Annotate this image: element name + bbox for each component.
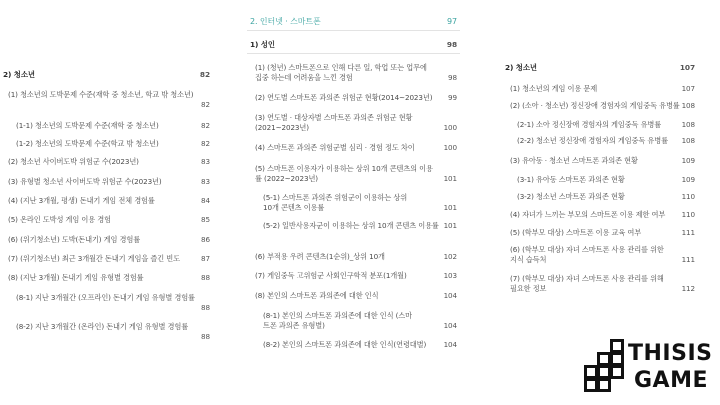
- toc-entry-page: 111: [681, 228, 695, 237]
- toc-entry: [8, 90, 210, 109]
- toc-entry-page: 108: [681, 120, 695, 129]
- toc-entry-title: (8-1) 지난 3개월간 (오프라인) 돈내기 게임 유형별 경험률: [16, 293, 195, 302]
- toc-entry-title: (6) 부적용 우려 콘텐츠(1순위)_상위 10개: [255, 252, 385, 261]
- toc-entry: [8, 196, 210, 206]
- toc-entry: [8, 157, 210, 167]
- toc-entry: [16, 322, 210, 341]
- toc-entry: [263, 221, 457, 231]
- toc-entry-page: 98: [446, 40, 457, 49]
- toc-entry-title: (8) (지난 3개월) 돈내기 게임 유형별 경험률: [8, 273, 144, 282]
- toc-entry-title: (4) 스마트폰 과의존 위험군별 심리 · 경험 정도 차이: [255, 143, 415, 152]
- toc-entry: [510, 210, 695, 220]
- toc-entry-page: 109: [681, 175, 695, 184]
- toc-entry: [510, 274, 695, 294]
- toc-column-middle: [245, 0, 460, 405]
- toc-entry: [8, 254, 210, 264]
- toc-entry: [510, 84, 695, 94]
- toc-entry: [263, 193, 457, 213]
- toc-entry-page: 82: [201, 121, 210, 130]
- toc-entry: [255, 63, 457, 83]
- toc-entry-page: 104: [443, 291, 457, 300]
- toc-entry-title: (5) 온라인 도박성 게임 이용 경험: [8, 215, 111, 224]
- toc-entry-title: (3-1) 유아동 스마트폰 과의존 현황: [517, 175, 625, 184]
- toc-entry: [8, 273, 210, 283]
- toc-entry-page: 103: [443, 271, 457, 280]
- toc-entry-title: (5) (학부모 대상) 스마트폰 이용 교육 여부: [510, 228, 642, 237]
- toc-entry-title: (8-1) 본인의 스마트폰 과의존에 대한 인식 (스마트폰 과의존 유형별): [263, 311, 412, 330]
- toc-entry-page: 101: [443, 221, 457, 230]
- toc-entry-title: (5) 스마트폰 이용자가 이용하는 상위 10개 콘텐츠의 이용률 (2022~2023년): [255, 164, 433, 183]
- toc-entry-page: 84: [201, 196, 210, 205]
- toc-entry-page: 88: [201, 332, 210, 341]
- toc-entry-page: 107: [679, 63, 695, 72]
- toc-entry-page: 99: [448, 93, 457, 102]
- toc-entry-title: (1) 청소년의 게임 이용 문제: [510, 84, 598, 93]
- toc-entry-title: (7) (학부모 대상) 자녀 스마트폰 사용 관리를 위해 필요한 정보: [510, 274, 664, 293]
- toc-entry-title: (1) 청소년의 도박문제 수준(재학 중 청소년, 학교 밖 청소년): [8, 90, 194, 99]
- toc-entry: [8, 235, 210, 245]
- toc-entry-page: 101: [443, 203, 457, 212]
- toc-entry-page: 110: [681, 192, 695, 201]
- toc-entry: [510, 245, 695, 265]
- toc-entry: [510, 101, 695, 111]
- toc-entry: [255, 291, 457, 301]
- toc-entry-page: 108: [681, 101, 695, 110]
- toc-entry-page: 109: [681, 156, 695, 165]
- toc-entry: [255, 164, 457, 184]
- toc-entry: [3, 70, 210, 80]
- toc-entry-title: (7) 게임중독 고위험군 사회인구학적 분포(1개월): [255, 271, 407, 280]
- toc-entry-page: 102: [443, 252, 457, 261]
- toc-entry-title: (4) 자녀가 느끼는 부모의 스마트폰 이용 제한 여부: [510, 210, 666, 219]
- toc-entry-title: (5-2) 일반사용자군이 이용하는 상위 10개 콘텐츠 이용률: [263, 221, 439, 230]
- toc-entry: [16, 121, 210, 131]
- toc-entry: [255, 271, 457, 281]
- toc-entry-page: 112: [681, 284, 695, 293]
- toc-entry-page: 97: [447, 17, 457, 26]
- toc-entry-title: (1) (청년) 스마트폰으로 인해 다른 일, 학업 또는 업무에 집중 하는데 어려움을 느낀 경험: [255, 63, 427, 82]
- logo-text-line2: GAME: [634, 368, 709, 393]
- toc-entry-title: (2-1) 소아 정신장애 경험자의 게임중독 유병률: [517, 120, 662, 129]
- section-divider: [247, 53, 460, 54]
- toc-entry: [8, 215, 210, 225]
- toc-entry-title: (2) (소아 · 청소년) 정신장애 경험자의 게임중독 유병률: [510, 101, 680, 110]
- toc-entry-page: 85: [201, 215, 210, 224]
- toc-entry-page: 100: [443, 143, 457, 152]
- toc-entry-page: 104: [443, 321, 457, 330]
- toc-column-left: [0, 0, 215, 405]
- toc-entry: [16, 139, 210, 149]
- toc-entry: [517, 120, 695, 130]
- toc-entry-title: (1-2) 청소년의 도박문제 수준(학교 밖 청소년): [16, 139, 159, 148]
- toc-entry-page: 86: [201, 235, 210, 244]
- toc-entry-title: (8-2) 본인의 스마트폰 과의존에 대한 인식(연령대별): [263, 340, 427, 349]
- toc-entry: [250, 17, 457, 27]
- toc-entry-title: (8-2) 지난 3개월간 (온라인) 돈내기 게임 유형별 경험률: [16, 322, 189, 331]
- toc-entry-title: (3) 연도별 · 대상자별 스마트폰 과의존 위험군 현황 (2021~2023년): [255, 113, 413, 132]
- toc-entry-title: (2-2) 청소년 정신장애 경험자의 게임중독 유병률: [517, 136, 668, 145]
- toc-entry: [255, 143, 457, 153]
- toc-entry: [263, 340, 457, 350]
- thisisgame-logo: [584, 337, 714, 401]
- toc-entry-title: 1) 성인: [250, 40, 275, 49]
- toc-entry-title: 2) 청소년: [505, 63, 537, 72]
- toc-entry: [505, 63, 695, 73]
- toc-entry-page: 82: [201, 139, 210, 148]
- toc-entry: [16, 293, 210, 312]
- toc-entry-page: 107: [681, 84, 695, 93]
- toc-entry: [255, 113, 457, 133]
- toc-entry-title: (2) 청소년 사이버도박 위험군 수(2023년): [8, 157, 139, 166]
- toc-entry-title: (6) (학부모 대상) 자녀 스마트폰 사용 관리를 위한 지식 습득처: [510, 245, 664, 264]
- toc-entry-title: 2) 청소년: [3, 70, 35, 79]
- toc-entry-page: 108: [681, 136, 695, 145]
- toc-entry-title: (3) 유형별 청소년 사이버도박 위험군 수(2023년): [8, 177, 162, 186]
- toc-entry: [263, 311, 457, 331]
- toc-entry-page: 111: [681, 255, 695, 264]
- toc-entry-title: (1-1) 청소년의 도박문제 수준(재학 중 청소년): [16, 121, 159, 130]
- toc-entry-page: 82: [201, 100, 210, 109]
- toc-entry: [255, 93, 457, 103]
- toc-entry: [250, 40, 457, 50]
- toc-entry-page: 87: [201, 254, 210, 263]
- logo-text-line1: THISIS: [628, 341, 713, 366]
- logo-pixel-icon: [584, 339, 626, 399]
- toc-entry-page: 83: [201, 157, 210, 166]
- section-divider: [247, 30, 460, 31]
- toc-entry: [510, 156, 695, 166]
- toc-entry-page: 83: [201, 177, 210, 186]
- toc-entry-page: 88: [201, 303, 210, 312]
- toc-entry: [517, 136, 695, 146]
- toc-entry-title: (3) 유아동 · 청소년 스마트폰 과의존 현황: [510, 156, 638, 165]
- toc-entry: [510, 228, 695, 238]
- toc-entry-title: 2. 인터넷 · 스마트폰: [250, 17, 321, 26]
- toc-entry-title: (8) 본인의 스마트폰 과의존에 대한 인식: [255, 291, 379, 300]
- toc-entry-page: 88: [201, 273, 210, 282]
- toc-entry-title: (7) (위기청소년) 최근 3개월간 돈내기 게임을 즐긴 빈도: [8, 254, 180, 263]
- toc-entry-title: (6) (위기청소년) 도박(돈내기) 게임 경험률: [8, 235, 141, 244]
- toc-entry: [517, 192, 695, 202]
- toc-entry-title: (4) (지난 3개월, 평생) 돈내기 게임 전체 경험률: [8, 196, 155, 205]
- toc-entry: [255, 252, 457, 262]
- toc-entry: [517, 175, 695, 185]
- toc-entry-title: (3-2) 청소년 스마트폰 과의존 현황: [517, 192, 625, 201]
- toc-entry-page: 98: [448, 73, 457, 82]
- toc-entry-title: (5-1) 스마트폰 과의존 위험군이 이용하는 상위 10개 콘텐츠 이용률: [263, 193, 408, 212]
- toc-entry: [8, 177, 210, 187]
- toc-entry-title: (2) 연도별 스마트폰 과의존 위험군 현황(2014~2023년): [255, 93, 433, 102]
- toc-entry-page: 110: [681, 210, 695, 219]
- toc-entry-page: 101: [443, 174, 457, 183]
- toc-entry-page: 82: [199, 70, 210, 79]
- toc-entry-page: 100: [443, 123, 457, 132]
- toc-entry-page: 104: [443, 340, 457, 349]
